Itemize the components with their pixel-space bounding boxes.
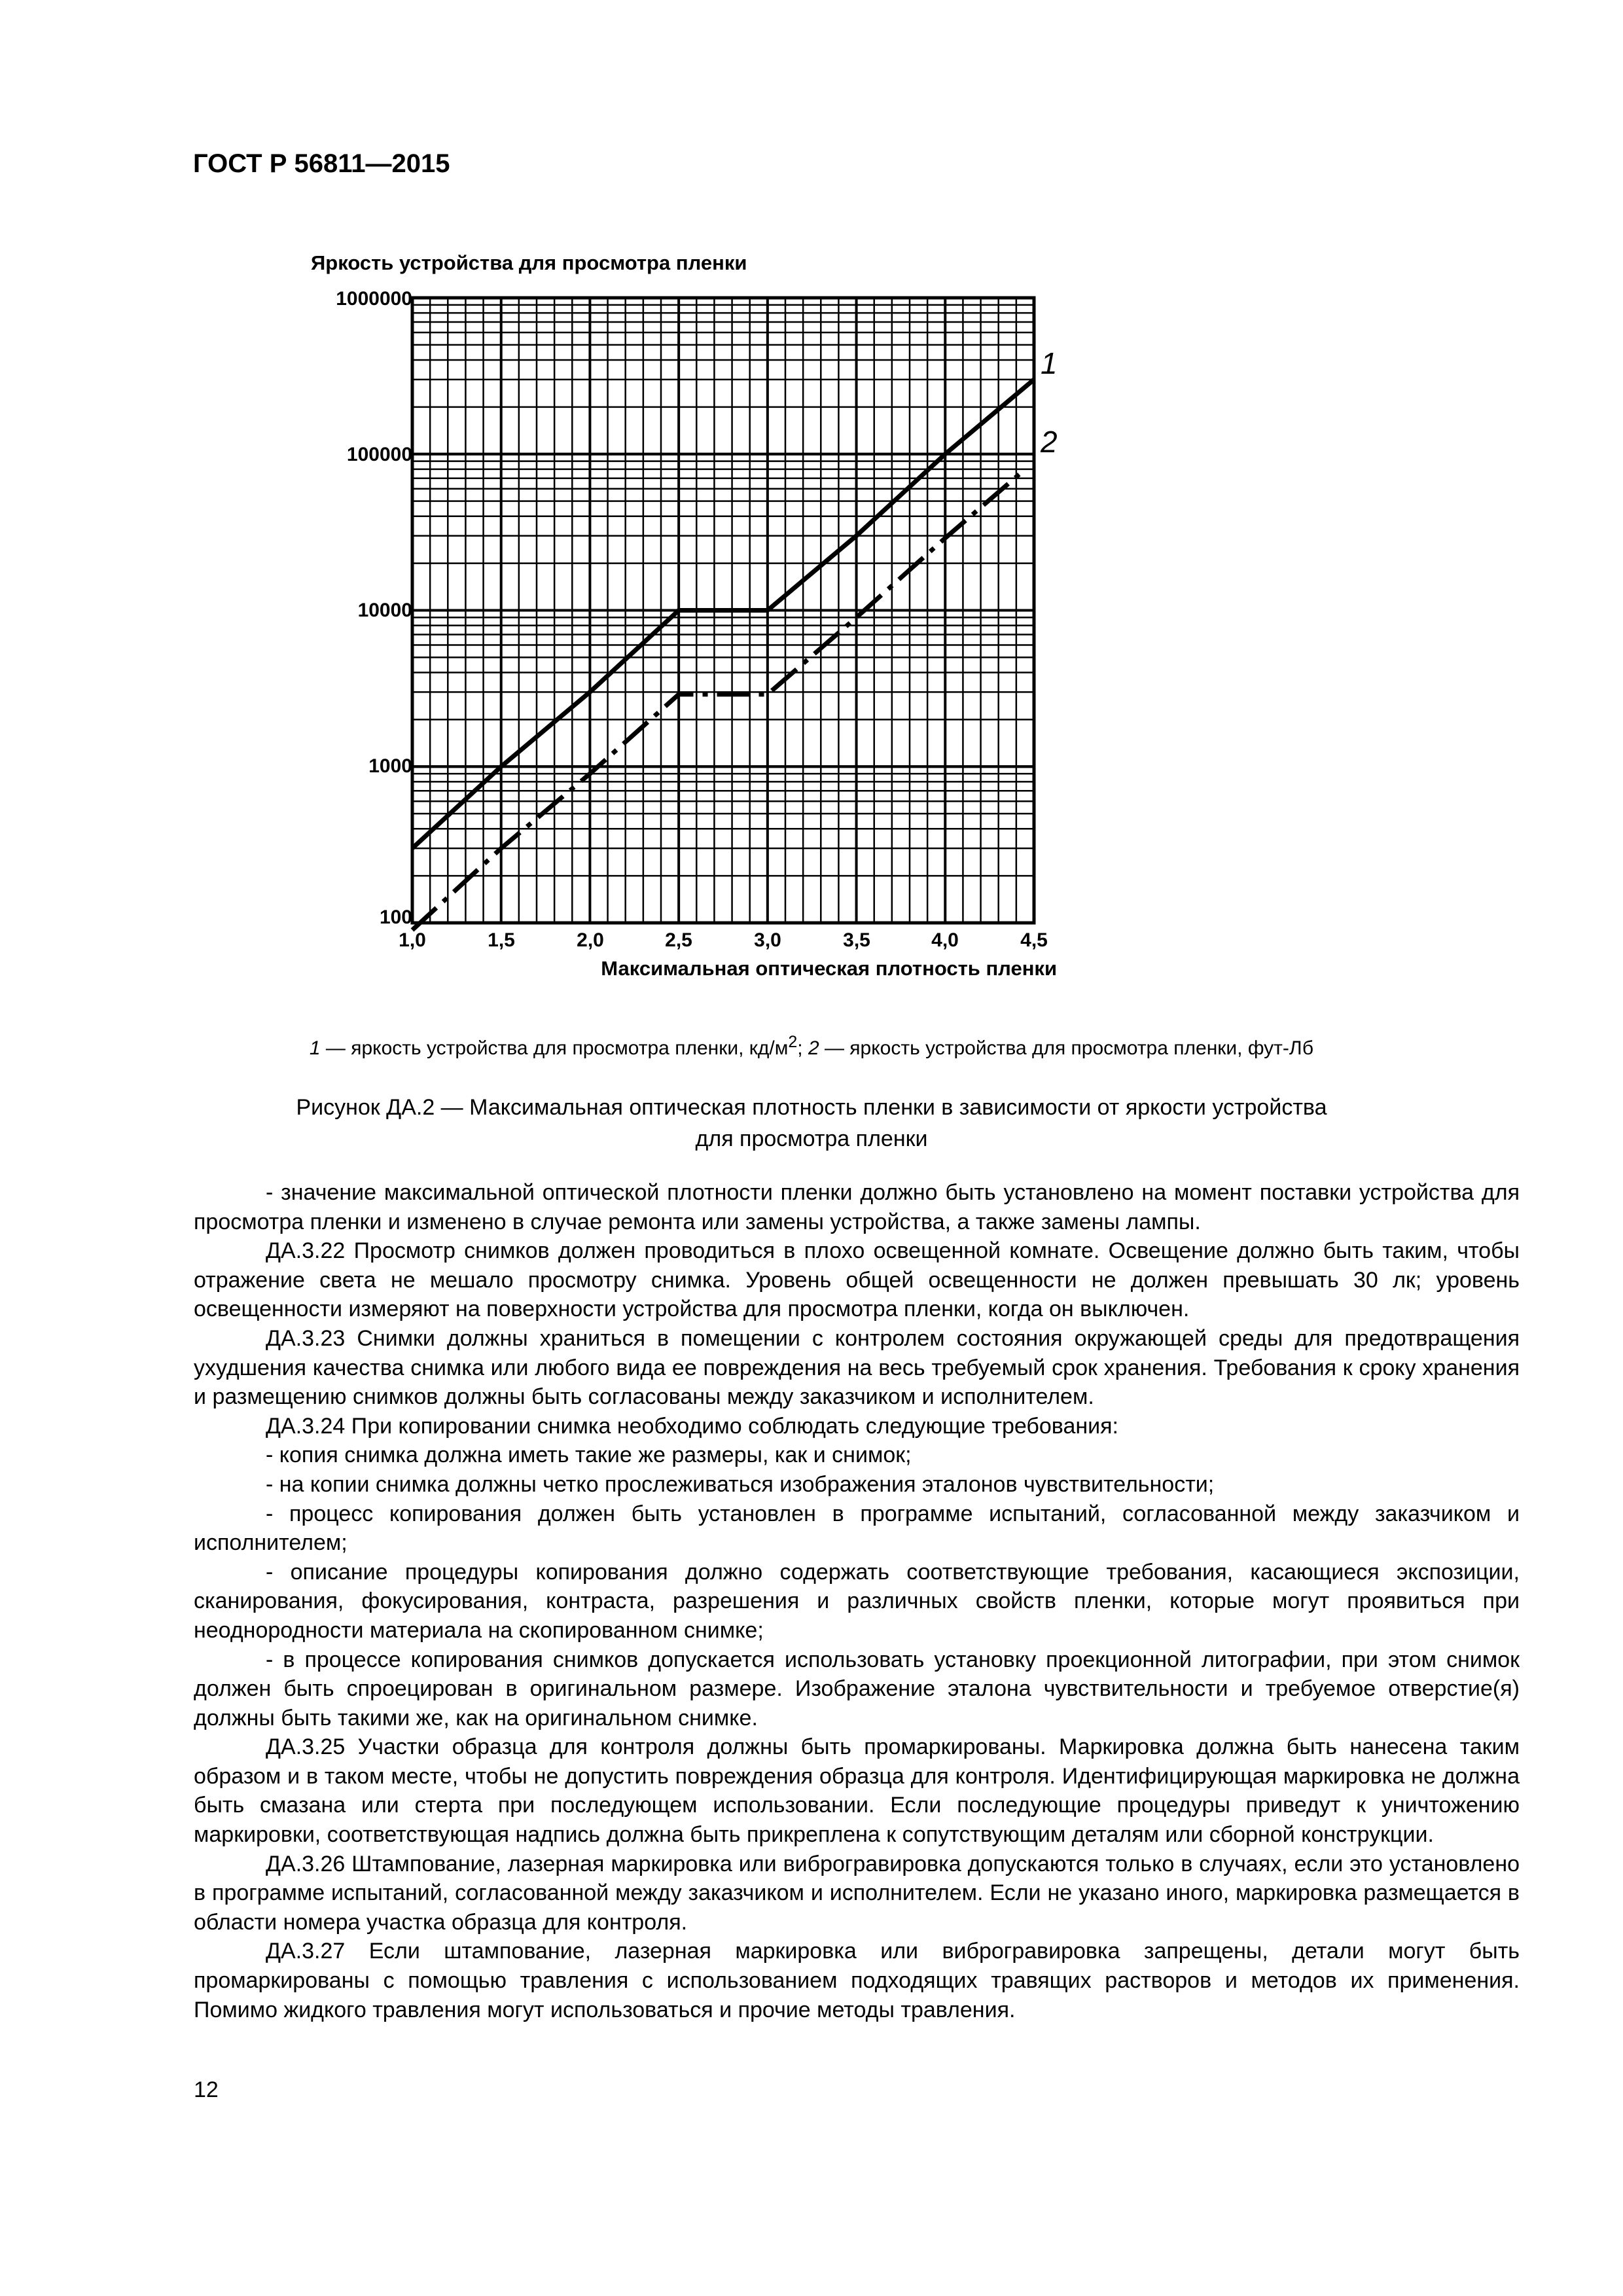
legend-1-number: 1 bbox=[309, 1037, 321, 1059]
paragraph: - описание процедуры копирования должно содержать соответствующие требования, касающиеся экспозиции, сканирования, фокусирования, контраста, разрешения и различных свойств пленки, которые могут проявиться при неоднородности материала на скопированном снимке; bbox=[194, 1559, 1520, 1643]
document-id-header: ГОСТ Р 56811—2015 bbox=[193, 149, 450, 178]
chart-plot-area bbox=[294, 249, 1420, 1001]
figure-legend bbox=[0, 1033, 1623, 1060]
curve-2-label: 2 bbox=[1041, 425, 1058, 459]
paragraph: - значение максимальной оптической плотности пленки должно быть установлено на момент поставки устройства для просмотра пленки и изменено в случае ремонта или замены устройства, а также замены лампы. bbox=[194, 1180, 1520, 1234]
legend-separator: ; bbox=[797, 1037, 808, 1059]
paragraph: ДА.3.24 При копировании снимка необходимо соблюдать следующие требования: bbox=[266, 1413, 1118, 1439]
x-tick-1-5: 1,5 bbox=[488, 929, 515, 951]
paragraph: ДА.3.23 Снимки должны храниться в помещении с контролем состояния окружающей среды для предотвращения ухудшения качества снимка или любого вида ее повреждения на весь требуемый срок хранения. Требования к сроку хранения и размещению снимков должны быть согласованы между заказчиком и исполнителем. bbox=[194, 1325, 1520, 1410]
legend-2-text: — яркость устройства для просмотра пленки, фут-Лб bbox=[819, 1037, 1314, 1059]
y-tick-10000: 10000 bbox=[357, 600, 412, 621]
caption-line-2: для просмотра пленки bbox=[695, 1126, 928, 1151]
curve-2-dash-dot bbox=[412, 469, 1025, 930]
body-text bbox=[194, 1178, 1520, 2024]
x-tick-4-0: 4,0 bbox=[931, 929, 959, 951]
x-tick-2-0: 2,0 bbox=[577, 929, 604, 951]
y-tick-100: 100 bbox=[379, 906, 412, 928]
curve-1-label: 1 bbox=[1041, 346, 1058, 380]
page-number: 12 bbox=[194, 2077, 219, 2102]
legend-1-superscript: 2 bbox=[788, 1033, 798, 1051]
y-axis-label: Яркость устройства для просмотра пленки bbox=[311, 251, 747, 274]
caption-line-1: Рисунок ДА.2 — Максимальная оптическая плотность пленки в зависимости от яркости устройства bbox=[296, 1095, 1327, 1120]
paragraph: ДА.3.27 Если штампование, лазерная маркировка или виброгравировка запрещены, детали могут быть промаркированы с помощью травления с использованием подходящих травящих растворов и методов их применения. Помимо жидкого травления могут использоваться и прочие методы травления. bbox=[194, 1939, 1520, 2022]
y-tick-1000000: 1000000 bbox=[336, 288, 412, 310]
figure-caption bbox=[0, 1092, 1623, 1155]
x-tick-3-5: 3,5 bbox=[843, 929, 870, 951]
paragraph: ДА.3.22 Просмотр снимков должен проводиться в плохо освещенной комнате. Освещение должно быть таким, чтобы отражение света не мешало просмотру снимка. Уровень общей освещенности не должен превышать 30 лк; уровень освещенности измеряют на поверхности устройства для просмотра пленки, когда он выключен. bbox=[194, 1238, 1520, 1322]
legend-2-number: 2 bbox=[808, 1037, 819, 1059]
paragraph: - процесс копирования должен быть установлен в программе испытаний, согласованной между заказчиком и исполнителем; bbox=[194, 1501, 1520, 1556]
paragraph: ДА.3.26 Штампование, лазерная маркировка или виброгравировка допускаются только в случаях, если это установлено в программе испытаний, согласованной между заказчиком и исполнителем. Если не указано иного, маркировка размещается в области номера участка образца для контроля. bbox=[194, 1851, 1520, 1935]
paragraph: - копия снимка должна иметь такие же размеры, как и снимок; bbox=[266, 1443, 912, 1468]
x-tick-1-0: 1,0 bbox=[399, 929, 426, 951]
y-tick-1000: 1000 bbox=[368, 755, 412, 777]
x-tick-2-5: 2,5 bbox=[665, 929, 692, 951]
x-tick-4-5: 4,5 bbox=[1020, 929, 1048, 951]
x-tick-3-0: 3,0 bbox=[754, 929, 781, 951]
x-axis-label: Максимальная оптическая плотность пленки bbox=[601, 957, 1057, 980]
paragraph: - в процессе копирования снимков допускается использовать установку проекционной литографии, при этом снимок должен быть спроецирован в оригинальном размере. Изображение эталона чувствительности и требуемое отверстие(я) должны быть такими же, как на оригинальном снимке. bbox=[194, 1647, 1520, 1731]
curve-1-solid bbox=[412, 380, 1034, 848]
paragraph: ДА.3.25 Участки образца для контроля должны быть промаркированы. Маркировка должна быть нанесена таким образом и в таком месте, чтобы не допустить повреждения образца для контроля. Идентифицирующая маркировка не должна быть смазана или стерта при последующем использовании. Если последующие процедуры приведут к уничтожению маркировки, соответствующая надпись должна быть прикреплена к сопутствующим деталям или сборной конструкции. bbox=[194, 1734, 1520, 1848]
luminance-density-chart bbox=[294, 249, 1420, 1001]
y-tick-100000: 100000 bbox=[346, 444, 412, 465]
legend-1-text: — яркость устройства для просмотра пленки, кд/м bbox=[320, 1037, 789, 1059]
paragraph: - на копии снимка должны четко прослеживаться изображения эталонов чувствительности; bbox=[266, 1471, 1215, 1497]
